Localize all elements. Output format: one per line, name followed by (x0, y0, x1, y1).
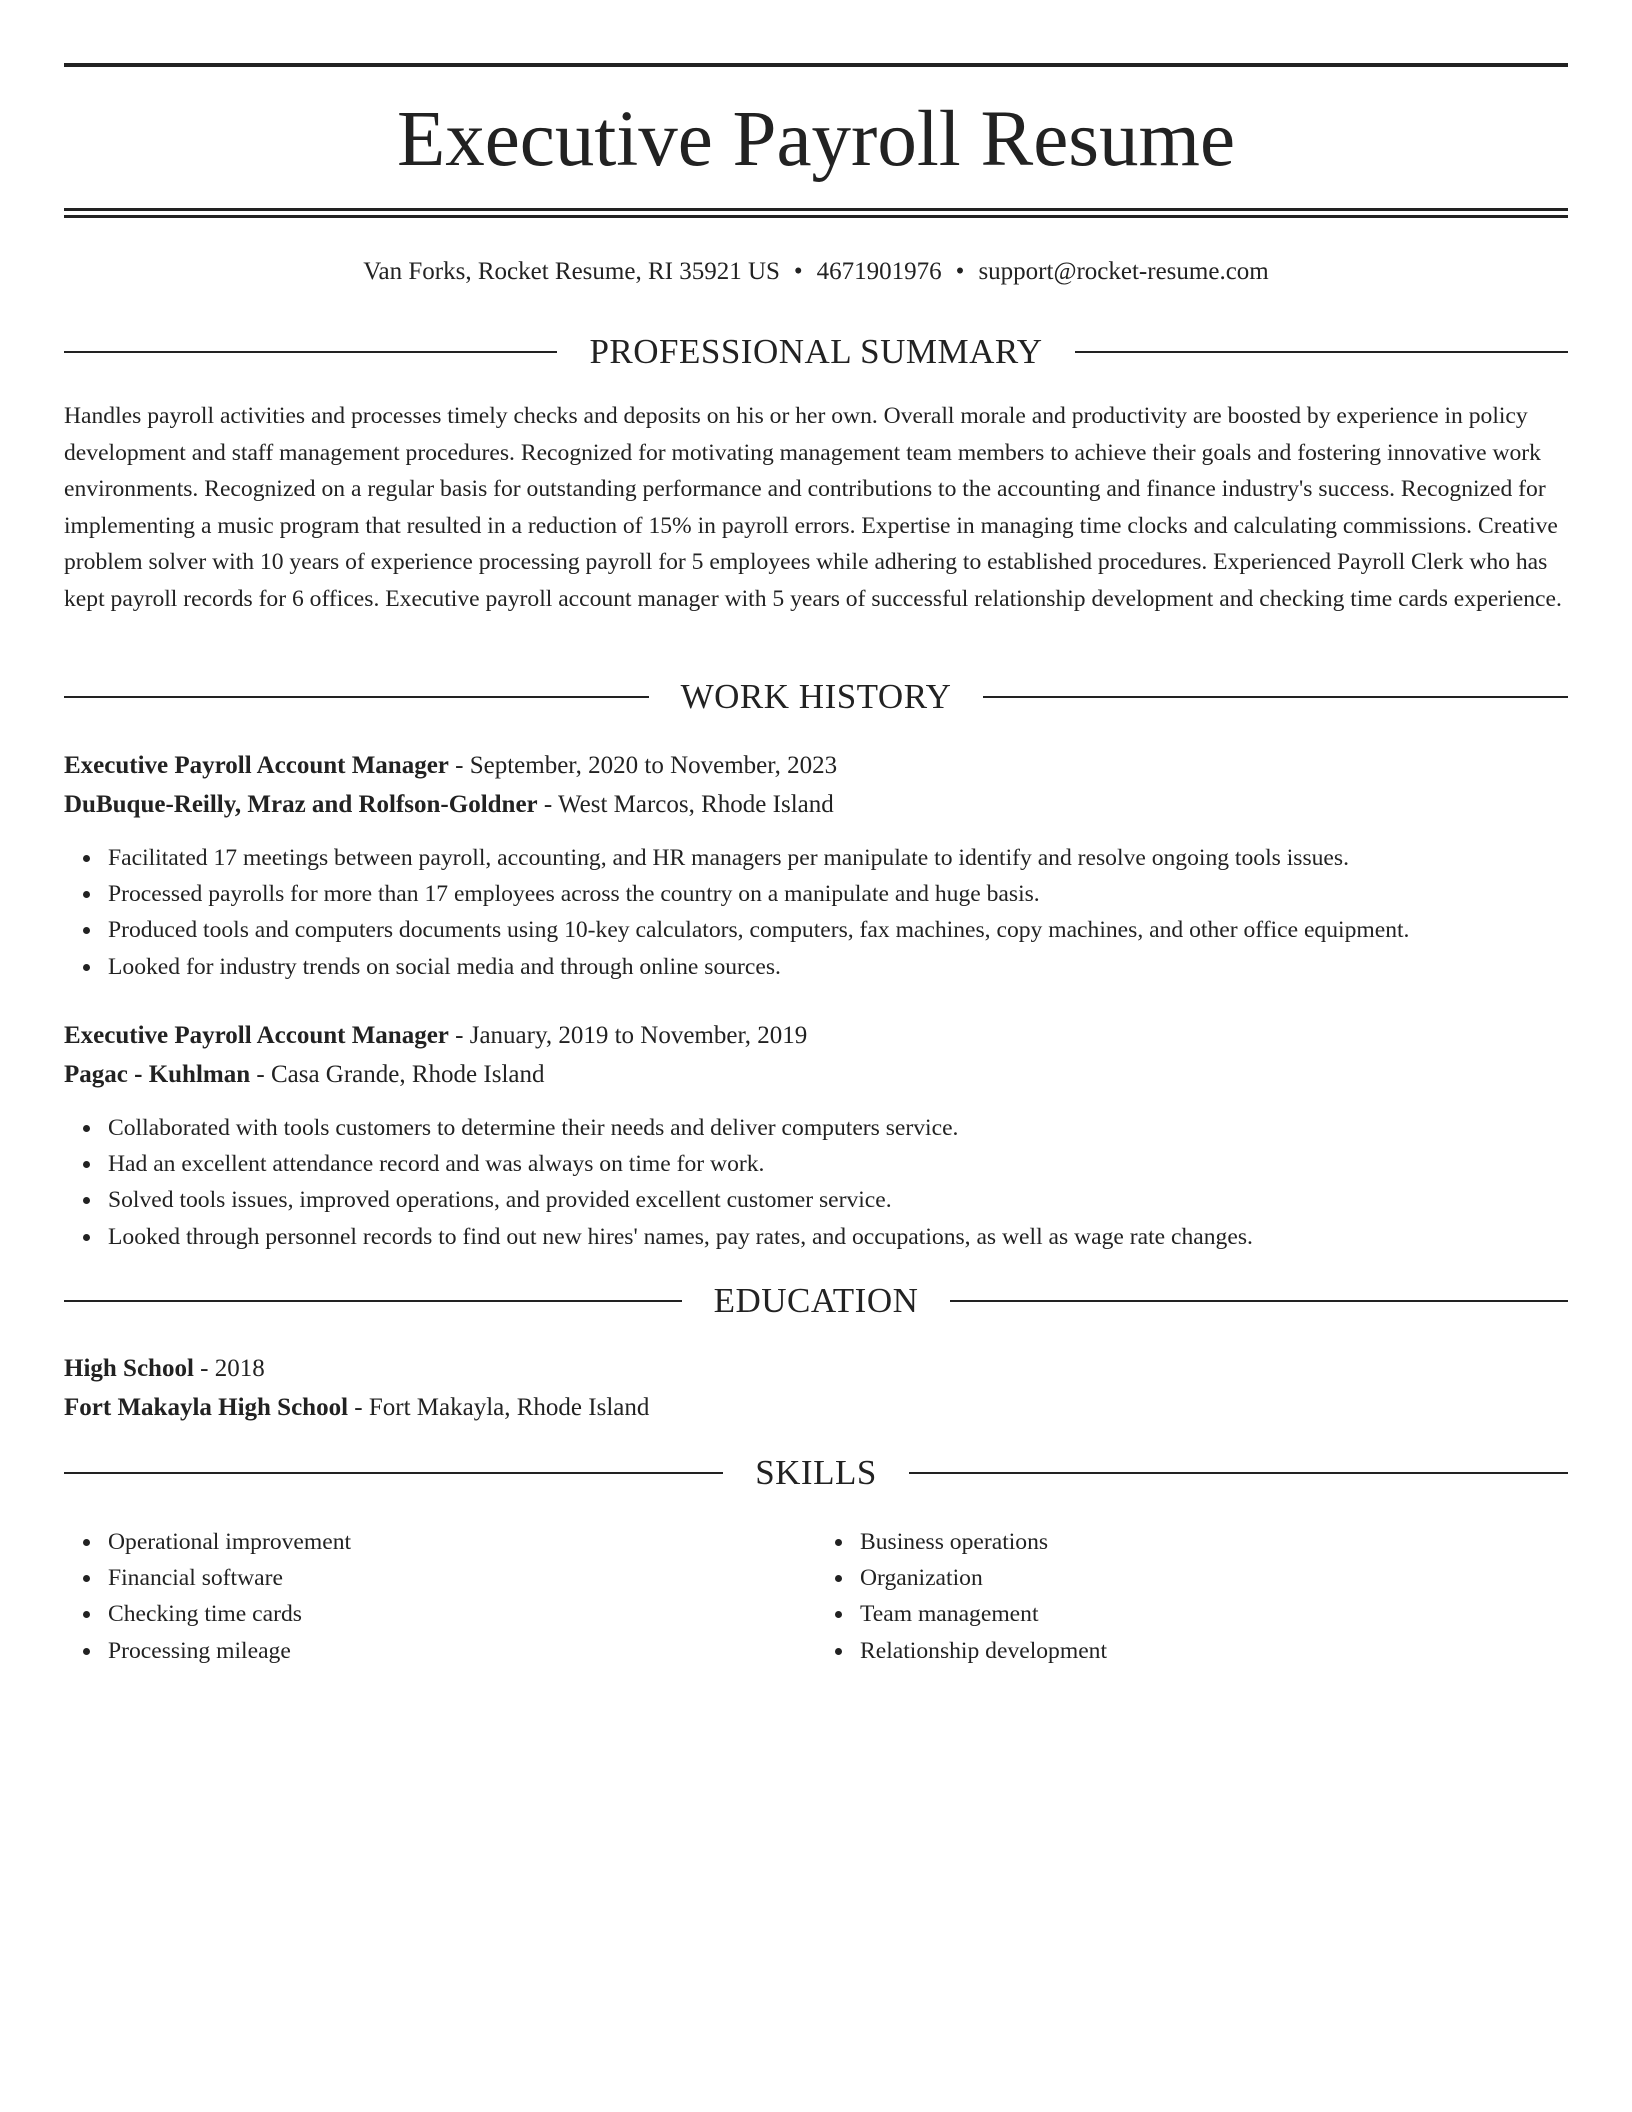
education-school-line (64, 1388, 1568, 1427)
heading-rule-right (909, 1472, 1568, 1474)
contact-address: Van Forks, Rocket Resume, RI 35921 US (363, 258, 780, 285)
education-year: - 2018 (193, 1355, 265, 1382)
list-item: Collaborated with tools customers to determine their needs and deliver computers service. (108, 1110, 1568, 1146)
skills-column-left (64, 1524, 816, 1669)
skills-list (64, 1524, 1568, 1669)
list-item: Processed payrolls for more than 17 employees across the country on a manipulate and huge basis. (108, 876, 1568, 912)
job-bullets (64, 1110, 1568, 1255)
job-company-line (64, 1055, 1568, 1094)
resume-title: Executive Payroll Resume (396, 96, 1236, 183)
job-entry-1 (64, 746, 1568, 985)
job-company: DuBuque-Reilly, Mraz and Rolfson-Goldner (64, 791, 538, 818)
list-item: Looked for industry trends on social media and through online sources. (108, 949, 1568, 985)
list-item: Relationship development (860, 1633, 1568, 1669)
education-degree: High School (64, 1355, 194, 1382)
skills-heading (64, 1451, 1568, 1495)
contact-separator: • (793, 258, 803, 285)
list-item: Had an excellent attendance record and was always on time for work. (108, 1146, 1568, 1182)
heading-rule-right (983, 696, 1568, 698)
job-company: Pagac - Kuhlman (64, 1061, 251, 1088)
list-item: Looked through personnel records to find out new hires' names, pay rates, and occupations, as well as wage rate changes. (108, 1219, 1568, 1255)
job-title-line (64, 1016, 1568, 1055)
skills-heading-label: SKILLS (755, 1453, 877, 1492)
heading-rule-right (1075, 351, 1568, 353)
list-item: Processing mileage (108, 1633, 816, 1669)
skills-column-right (816, 1524, 1568, 1669)
job-company-line (64, 785, 1568, 824)
education-heading-label: EDUCATION (713, 1281, 919, 1320)
top-rule (64, 63, 1568, 67)
summary-text: Handles payroll activities and processes timely checks and deposits on his or her own. Overall morale and productivity are boosted by experience in policy development and staff management procedures. Recognized for motivating management team members to achieve their goals and fostering innovative work environments. Recognized on a regular basis for outstanding performance and contributions to the accounting and finance industry's success. Recognized for implementing a music program that resulted in a reduction of 15% in payroll errors. Expertise in managing time clocks and calculating commissions. Creative problem solver with 10 years of experience processing payroll for 5 employees while adhering to established procedures. Experienced Payroll Clerk who has kept payroll records for 6 offices. Executive payroll account manager with 5 years of successful relationship development and checking time cards experience. (64, 403, 1562, 612)
list-item: Produced tools and computers documents using 10-key calculators, computers, fax machines, copy machines, and other office equipment. (108, 912, 1568, 948)
contact-phone: 4671901976 (816, 258, 942, 285)
job-entry-2 (64, 1016, 1568, 1255)
education-degree-line (64, 1349, 1568, 1388)
education-school: Fort Makayla High School (64, 1394, 349, 1421)
heading-rule-left (64, 351, 557, 353)
job-dates: - January, 2019 to November, 2019 (448, 1022, 808, 1049)
list-item: Solved tools issues, improved operations, and provided excellent customer service. (108, 1182, 1568, 1218)
education-location: - Fort Makayla, Rhode Island (348, 1394, 650, 1421)
work-history-heading-label: WORK HISTORY (680, 677, 952, 716)
heading-rule-left (64, 696, 649, 698)
job-title: Executive Payroll Account Manager (64, 752, 449, 779)
job-bullets (64, 840, 1568, 985)
contact-line (64, 254, 1568, 290)
list-item: Organization (860, 1560, 1568, 1596)
job-location: - Casa Grande, Rhode Island (250, 1061, 545, 1088)
work-history-heading (64, 675, 1568, 719)
heading-rule-right (950, 1300, 1568, 1302)
heading-rule-left (64, 1300, 682, 1302)
education-heading (64, 1279, 1568, 1323)
contact-email: support@rocket-resume.com (978, 258, 1269, 285)
summary-heading (64, 330, 1568, 374)
heading-rule-left (64, 1472, 723, 1474)
education-entry (64, 1349, 1568, 1427)
job-location: - West Marcos, Rhode Island (537, 791, 834, 818)
list-item: Business operations (860, 1524, 1568, 1560)
title-double-rule (64, 208, 1568, 218)
job-dates: - September, 2020 to November, 2023 (448, 752, 838, 779)
list-item: Checking time cards (108, 1596, 816, 1632)
list-item: Facilitated 17 meetings between payroll, accounting, and HR managers per manipulate to identify and resolve ongoing tools issues. (108, 840, 1568, 876)
contact-separator: • (955, 258, 965, 285)
list-item: Team management (860, 1596, 1568, 1632)
job-title: Executive Payroll Account Manager (64, 1022, 449, 1049)
summary-heading-label: PROFESSIONAL SUMMARY (589, 332, 1043, 371)
list-item: Financial software (108, 1560, 816, 1596)
job-title-line (64, 746, 1568, 785)
list-item: Operational improvement (108, 1524, 816, 1560)
